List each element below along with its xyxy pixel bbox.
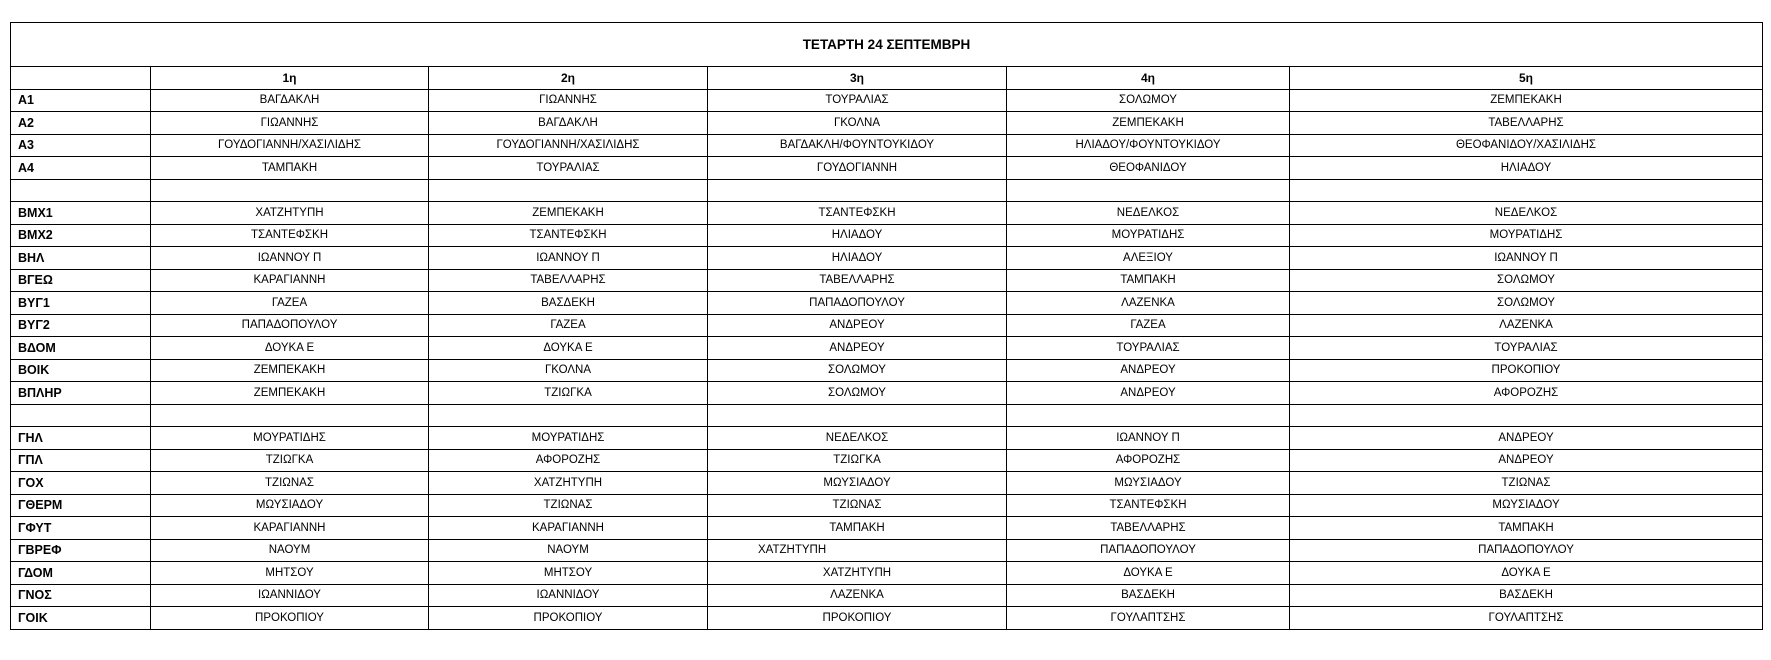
class-label: Α2 [11,112,151,135]
teacher-cell-hour-1: ΜΗΤΣΟΥ [151,562,429,585]
class-row [11,247,1763,270]
class-label: ΓΒΡΕΦ [11,539,151,562]
teacher-cell-hour-5: ΖΕΜΠΕΚΑΚΗ [1290,89,1763,112]
teacher-cell-hour-2: ΚΑΡΑΓΙΑΝΝΗ [429,517,708,540]
teacher-cell-hour-2 [429,179,708,202]
teacher-cell-hour-5: ΤΟΥΡΑΛΙΑΣ [1290,337,1763,360]
teacher-cell-hour-5: ΜΩΥΣΙΑΔΟΥ [1290,494,1763,517]
teacher-cell-hour-3: ΤΖΙΩΝΑΣ [708,494,1007,517]
hour-header-4: 4η [1007,67,1290,90]
teacher-cell-hour-5: ΠΡΟΚΟΠΙΟΥ [1290,359,1763,382]
teacher-cell-hour-1: ΧΑΤΖΗΤΥΠΗ [151,202,429,225]
teacher-cell-hour-2: ΓΑΖΕΑ [429,314,708,337]
class-label: Α4 [11,157,151,180]
teacher-cell-hour-5: ΤΖΙΩΝΑΣ [1290,472,1763,495]
teacher-cell-hour-4: ΙΩΑΝΝΟΥ Π [1007,427,1290,450]
class-row [11,607,1763,630]
teacher-cell-hour-4: ΑΝΔΡΕΟΥ [1007,382,1290,405]
teacher-cell-hour-4: ΖΕΜΠΕΚΑΚΗ [1007,112,1290,135]
class-row [11,89,1763,112]
teacher-cell-hour-2: ΑΦΟΡΟΖΗΣ [429,449,708,472]
class-row [11,157,1763,180]
teacher-cell-hour-5: ΔΟΥΚΑ Ε [1290,562,1763,585]
class-row [11,359,1763,382]
class-label: ΓΟΧ [11,472,151,495]
teacher-cell-hour-1: ΖΕΜΠΕΚΑΚΗ [151,382,429,405]
class-label: Α3 [11,134,151,157]
teacher-cell-hour-3 [708,404,1007,427]
spacer-row [11,404,1763,427]
spacer-row [11,179,1763,202]
teacher-cell-hour-2: ΖΕΜΠΕΚΑΚΗ [429,202,708,225]
teacher-cell-hour-3: ΒΑΓΔΑΚΛΗ/ΦΟΥΝΤΟΥΚΙΔΟΥ [708,134,1007,157]
class-row [11,269,1763,292]
teacher-cell-hour-1: ΙΩΑΝΝΙΔΟΥ [151,584,429,607]
class-row [11,382,1763,405]
teacher-cell-hour-2: ΧΑΤΖΗΤΥΠΗ [429,472,708,495]
teacher-cell-hour-3: ΠΑΠΑΔΟΠΟΥΛΟΥ [708,292,1007,315]
class-row [11,314,1763,337]
class-label: ΒΠΛΗΡ [11,382,151,405]
class-row [11,584,1763,607]
class-row [11,112,1763,135]
class-label: ΒΗΛ [11,247,151,270]
teacher-cell-hour-1: ΤΖΙΩΓΚΑ [151,449,429,472]
teacher-cell-hour-1: ΤΣΑΝΤΕΦΣΚΗ [151,224,429,247]
schedule-sheet [10,22,1762,630]
teacher-cell-hour-4: ΜΩΥΣΙΑΔΟΥ [1007,472,1290,495]
class-label: ΒΥΓ2 [11,314,151,337]
teacher-cell-hour-4: ΘΕΟΦΑΝΙΔΟΥ [1007,157,1290,180]
teacher-cell-hour-5: ΗΛΙΑΔΟΥ [1290,157,1763,180]
teacher-cell-hour-3: ΑΝΔΡΕΟΥ [708,314,1007,337]
teacher-cell-hour-5 [1290,179,1763,202]
class-label: ΒΥΓ1 [11,292,151,315]
teacher-cell-hour-5: ΑΦΟΡΟΖΗΣ [1290,382,1763,405]
teacher-cell-hour-1: ΠΑΠΑΔΟΠΟΥΛΟΥ [151,314,429,337]
teacher-cell-hour-4: ΤΟΥΡΑΛΙΑΣ [1007,337,1290,360]
class-label: ΒΜΧ2 [11,224,151,247]
teacher-cell-hour-3 [708,179,1007,202]
teacher-cell-hour-3: ΑΝΔΡΕΟΥ [708,337,1007,360]
teacher-cell-hour-2: ΓΚΟΛΝΑ [429,359,708,382]
teacher-cell-hour-5: ΤΑΒΕΛΛΑΡΗΣ [1290,112,1763,135]
teacher-cell-hour-3: ΤΖΙΩΓΚΑ [708,449,1007,472]
teacher-cell-hour-5: ΘΕΟΦΑΝΙΔΟΥ/ΧΑΣΙΛΙΔΗΣ [1290,134,1763,157]
teacher-cell-hour-3: ΛΑΖΕΝΚΑ [708,584,1007,607]
class-row [11,427,1763,450]
teacher-cell-hour-5: ΣΟΛΩΜΟΥ [1290,292,1763,315]
teacher-cell-hour-5 [1290,404,1763,427]
teacher-cell-hour-2: ΝΑΟΥΜ [429,539,708,562]
teacher-cell-hour-4: ΤΑΒΕΛΛΑΡΗΣ [1007,517,1290,540]
teacher-cell-hour-4: ΤΣΑΝΤΕΦΣΚΗ [1007,494,1290,517]
teacher-cell-hour-4: ΑΝΔΡΕΟΥ [1007,359,1290,382]
teacher-cell-hour-2: ΜΗΤΣΟΥ [429,562,708,585]
teacher-cell-hour-1: ΚΑΡΑΓΙΑΝΝΗ [151,269,429,292]
teacher-cell-hour-2: ΤΣΑΝΤΕΦΣΚΗ [429,224,708,247]
teacher-cell-hour-4: ΔΟΥΚΑ Ε [1007,562,1290,585]
teacher-cell-hour-5: ΤΑΜΠΑΚΗ [1290,517,1763,540]
teacher-cell-hour-2: ΔΟΥΚΑ Ε [429,337,708,360]
teacher-cell-hour-4: ΒΑΣΔΕΚΗ [1007,584,1290,607]
class-label: ΓΘΕΡΜ [11,494,151,517]
teacher-cell-hour-1: ΓΙΩΑΝΝΗΣ [151,112,429,135]
teacher-cell-hour-2: ΓΟΥΔΟΓΙΑΝΝΗ/ΧΑΣΙΛΙΔΗΣ [429,134,708,157]
teacher-cell-hour-1: ΓΑΖΕΑ [151,292,429,315]
teacher-cell-hour-5: ΒΑΣΔΕΚΗ [1290,584,1763,607]
page-title: ΤΕΤΑΡΤΗ 24 ΣΕΠΤΕΜΒΡΗ [11,23,1763,67]
teacher-cell-hour-5: ΙΩΑΝΝΟΥ Π [1290,247,1763,270]
class-row [11,472,1763,495]
teacher-cell-hour-1: ΜΩΥΣΙΑΔΟΥ [151,494,429,517]
teacher-cell-hour-3: ΣΟΛΩΜΟΥ [708,359,1007,382]
teacher-cell-hour-1: ΤΖΙΩΝΑΣ [151,472,429,495]
teacher-cell-hour-2: ΒΑΣΔΕΚΗ [429,292,708,315]
teacher-cell-hour-3: ΜΩΥΣΙΑΔΟΥ [708,472,1007,495]
class-row [11,562,1763,585]
teacher-cell-hour-3: ΓΚΟΛΝΑ [708,112,1007,135]
teacher-cell-hour-3: ΓΟΥΔΟΓΙΑΝΝΗ [708,157,1007,180]
class-label [11,404,151,427]
teacher-cell-hour-3: ΤΑΜΠΑΚΗ [708,517,1007,540]
class-label: ΓΗΛ [11,427,151,450]
teacher-cell-hour-4: ΝΕΔΕΛΚΟΣ [1007,202,1290,225]
hours-header-row [11,67,1763,90]
teacher-cell-hour-2: ΓΙΩΑΝΝΗΣ [429,89,708,112]
teacher-cell-hour-5: ΣΟΛΩΜΟΥ [1290,269,1763,292]
hour-header-2: 2η [429,67,708,90]
teacher-cell-hour-1: ΤΑΜΠΑΚΗ [151,157,429,180]
teacher-cell-hour-4: ΑΦΟΡΟΖΗΣ [1007,449,1290,472]
class-row [11,202,1763,225]
class-label: ΒΟΙΚ [11,359,151,382]
teacher-cell-hour-1: ΠΡΟΚΟΠΙΟΥ [151,607,429,630]
teacher-cell-hour-5: ΜΟΥΡΑΤΙΔΗΣ [1290,224,1763,247]
teacher-cell-hour-3: ΗΛΙΑΔΟΥ [708,247,1007,270]
teacher-cell-hour-1 [151,179,429,202]
class-label: ΓΦΥΤ [11,517,151,540]
class-label [11,179,151,202]
teacher-cell-hour-4: ΓΑΖΕΑ [1007,314,1290,337]
teacher-cell-hour-1: ΜΟΥΡΑΤΙΔΗΣ [151,427,429,450]
teacher-cell-hour-4 [1007,404,1290,427]
class-label: ΓΝΟΣ [11,584,151,607]
teacher-cell-hour-3: ΣΟΛΩΜΟΥ [708,382,1007,405]
class-label: ΒΔΟΜ [11,337,151,360]
class-label: ΒΜΧ1 [11,202,151,225]
teacher-cell-hour-5: ΠΑΠΑΔΟΠΟΥΛΟΥ [1290,539,1763,562]
teacher-cell-hour-4: ΗΛΙΑΔΟΥ/ΦΟΥΝΤΟΥΚΙΔΟΥ [1007,134,1290,157]
teacher-cell-hour-1: ΒΑΓΔΑΚΛΗ [151,89,429,112]
teacher-cell-hour-1: ΙΩΑΝΝΟΥ Π [151,247,429,270]
teacher-cell-hour-2: ΤΟΥΡΑΛΙΑΣ [429,157,708,180]
class-row [11,449,1763,472]
teacher-cell-hour-4: ΛΑΖΕΝΚΑ [1007,292,1290,315]
teacher-cell-hour-4: ΜΟΥΡΑΤΙΔΗΣ [1007,224,1290,247]
teacher-cell-hour-1: ΝΑΟΥΜ [151,539,429,562]
class-row [11,134,1763,157]
teacher-cell-hour-2: ΙΩΑΝΝΙΔΟΥ [429,584,708,607]
teacher-cell-hour-4: ΣΟΛΩΜΟΥ [1007,89,1290,112]
teacher-cell-hour-3: ΤΣΑΝΤΕΦΣΚΗ [708,202,1007,225]
teacher-cell-hour-2: ΠΡΟΚΟΠΙΟΥ [429,607,708,630]
teacher-cell-hour-3: ΧΑΤΖΗΤΥΠΗ [708,539,1007,562]
teacher-cell-hour-3: ΠΡΟΚΟΠΙΟΥ [708,607,1007,630]
teacher-cell-hour-4: ΑΛΕΞΙΟΥ [1007,247,1290,270]
teacher-cell-hour-1: ΓΟΥΔΟΓΙΑΝΝΗ/ΧΑΣΙΛΙΔΗΣ [151,134,429,157]
schedule-table [10,22,1763,630]
teacher-cell-hour-2: ΤΖΙΩΝΑΣ [429,494,708,517]
hour-header-5: 5η [1290,67,1763,90]
teacher-cell-hour-1: ΚΑΡΑΓΙΑΝΝΗ [151,517,429,540]
teacher-cell-hour-2 [429,404,708,427]
teacher-cell-hour-5: ΑΝΔΡΕΟΥ [1290,449,1763,472]
class-label: Α1 [11,89,151,112]
teacher-cell-hour-3: ΤΟΥΡΑΛΙΑΣ [708,89,1007,112]
class-label: ΓΟΙΚ [11,607,151,630]
teacher-cell-hour-4: ΤΑΜΠΑΚΗ [1007,269,1290,292]
teacher-cell-hour-2: ΒΑΓΔΑΚΛΗ [429,112,708,135]
class-label: ΓΠΛ [11,449,151,472]
teacher-cell-hour-1: ΖΕΜΠΕΚΑΚΗ [151,359,429,382]
corner-cell [11,67,151,90]
class-row [11,292,1763,315]
class-label: ΓΔΟΜ [11,562,151,585]
teacher-cell-hour-3: ΧΑΤΖΗΤΥΠΗ [708,562,1007,585]
teacher-cell-hour-4: ΠΑΠΑΔΟΠΟΥΛΟΥ [1007,539,1290,562]
class-row [11,337,1763,360]
hour-header-1: 1η [151,67,429,90]
teacher-cell-hour-3: ΤΑΒΕΛΛΑΡΗΣ [708,269,1007,292]
teacher-cell-hour-2: ΙΩΑΝΝΟΥ Π [429,247,708,270]
teacher-cell-hour-2: ΤΖΙΩΓΚΑ [429,382,708,405]
teacher-cell-hour-1: ΔΟΥΚΑ Ε [151,337,429,360]
teacher-cell-hour-5: ΛΑΖΕΝΚΑ [1290,314,1763,337]
teacher-cell-hour-1 [151,404,429,427]
teacher-cell-hour-4: ΓΟΥΛΑΠΤΣΗΣ [1007,607,1290,630]
class-row [11,517,1763,540]
teacher-cell-hour-3: ΝΕΔΕΛΚΟΣ [708,427,1007,450]
class-row [11,494,1763,517]
teacher-cell-hour-5: ΑΝΔΡΕΟΥ [1290,427,1763,450]
teacher-cell-hour-5: ΝΕΔΕΛΚΟΣ [1290,202,1763,225]
teacher-cell-hour-2: ΤΑΒΕΛΛΑΡΗΣ [429,269,708,292]
hour-header-3: 3η [708,67,1007,90]
class-row [11,539,1763,562]
class-row [11,224,1763,247]
title-row [11,23,1763,67]
teacher-cell-hour-4 [1007,179,1290,202]
schedule-body [11,23,1763,630]
teacher-cell-hour-3: ΗΛΙΑΔΟΥ [708,224,1007,247]
teacher-cell-hour-2: ΜΟΥΡΑΤΙΔΗΣ [429,427,708,450]
teacher-cell-hour-5: ΓΟΥΛΑΠΤΣΗΣ [1290,607,1763,630]
class-label: ΒΓΕΩ [11,269,151,292]
